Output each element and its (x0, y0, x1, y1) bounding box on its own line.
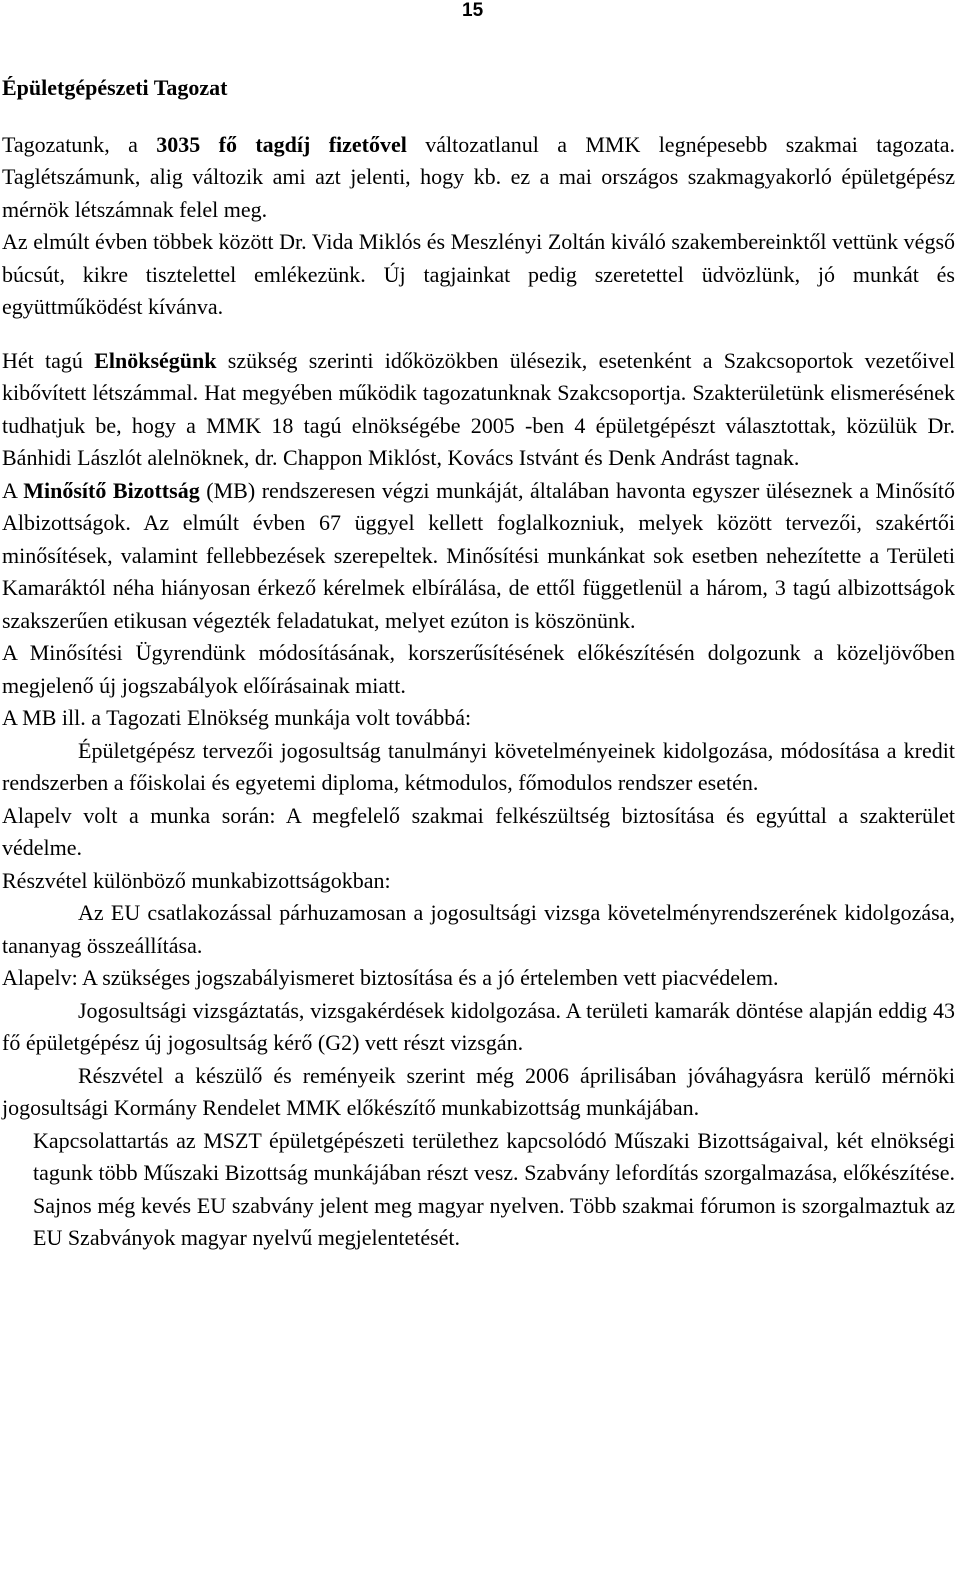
presidency-emphasis: Elnökségünk (94, 347, 217, 373)
qualification-paragraph (2, 475, 955, 638)
document-body (2, 72, 955, 1255)
exam-paragraph: Jogosultsági vizsgáztatás, vizsgakérdések kidolgozása. A területi kamarák döntése alapján eddig 43 fő épületgépész új jogosultság kérő (G2) vett részt vizsgán. (2, 997, 955, 1055)
intro-paragraph (2, 129, 955, 227)
mszt-paragraph: Kapcsolattartás az MSZT épületgépészeti területhez kapcsolódó Műszaki Bizottságaival, két elnökségi tagunk több Műszaki Bizottság munkájában részt vesz. Szabvány lefordítás szorgalmazása, előkészítése. Sajnos még kevés EU szabvány jelent meg magyar nyelven. Több szakmai fórumon is szorgalmaztuk az EU Szabványok magyar nyelvű megjelentetését. (33, 1127, 955, 1250)
eu-paragraph: Az EU csatlakozással párhuzamosan a jogosultsági vizsga követelményrendszerének kidolgozása, tananyag összeállítása. (2, 900, 955, 958)
presidency-text-2: szükség szerinti időközökben ülésezik, esetenként a Szakcsoportok vezetőivel kibővített létszámmal. Hat megyében működik tagozatunknak Szakcsoportja. Szakterületünk elismerésének tudhatjuk be, hogy a MMK 18 tagú elnökségébe 2005 -ben 4 épületgépészt választottak, közülük Dr. Bánhidi Lászlót alelnöknek, dr. Chappon Miklóst, Kovács Istvánt és Denk Andrást tagnak. (2, 347, 955, 470)
intro-text-1: Tagozatunk, a (2, 131, 157, 157)
qualification-emphasis: Minősítő Bizottság (23, 477, 200, 503)
rules-paragraph: A Minősítési Ügyrendünk módosításának, korszerűsítésének előkészítésén dolgozunk a közeljövőben megjelenő új jogszabályok előírásainak miatt. (2, 640, 955, 698)
principle-paragraph-1: Alapelv volt a munka során: A megfelelő szakmai felkészültség biztosítása és egyúttal a szakterület védelme. (2, 802, 955, 860)
page-title: Épületgépészeti Tagozat (2, 75, 228, 100)
presidency-text-1: Hét tagú (2, 347, 95, 373)
paragraph-gap (2, 324, 955, 345)
decree-paragraph: Részvétel a készülő és reményeik szerint még 2006 áprilisában jóváhagyásra kerülő mérnöki jogosultsági Kormány Rendelet MMK előkészítő munkabizottság munkájában. (2, 1062, 955, 1120)
principle-paragraph-2: Alapelv: A szükséges jogszabályismeret biztosítása és a jó értelemben vett piacvédelem. (2, 965, 779, 990)
page-number: 15 (462, 0, 484, 21)
presidency-paragraph (2, 345, 955, 475)
memorial-paragraph: Az elmúlt évben többek között Dr. Vida Miklós és Meszlényi Zoltán kiváló szakembereinktől vettünk végső búcsút, kikre tisztelettel emlékezünk. Új tagjainkat pedig szeretettel üdvözlünk, jó munkát és együttműködést kívánva. (2, 229, 955, 319)
requirements-paragraph: Épületgépész tervezői jogosultság tanulmányi követelményeinek kidolgozása, módosítása a kredit rendszerben a főiskolai és egyetemi diploma, kétmodulos, főmodulos rendszer esetén. (2, 737, 955, 795)
mb-work-paragraph: A MB ill. a Tagozati Elnökség munkája volt továbbá: (2, 705, 472, 730)
committees-paragraph: Részvétel különböző munkabizottságokban: (2, 867, 391, 893)
qualification-text-2: (MB) rendszeresen végzi munkáját, általában havonta egyszer üléseznek a Minősítő Albizottságok. Az elmúlt évben 67 üggyel kellett foglalkozniuk, melyek között tervezői, szakértői minősítések, valamint fellebbezések szerepeltek. Minősítési munkánkat sok esetben nehezítette a Területi Kamaráktól néha hiányosan érkező kérelmek elbírálása, de ettől függetlenül a három, 3 tagú albizottságok szakszerűen etikusan végezték feladatukat, melyet ezúton is köszönünk. (2, 477, 955, 633)
qualification-text-1: A (2, 477, 24, 503)
member-count-emphasis: 3035 fő tagdíj fizetővel (156, 131, 407, 157)
intro-text-2: változatlanul a MMK legnépesebb szakmai tagozata. Taglétszámunk, alig változik ami azt jelenti, hogy kb. ez a mai országos szakmagyakorló épületgépész mérnök létszámnak felel meg. (2, 131, 956, 222)
